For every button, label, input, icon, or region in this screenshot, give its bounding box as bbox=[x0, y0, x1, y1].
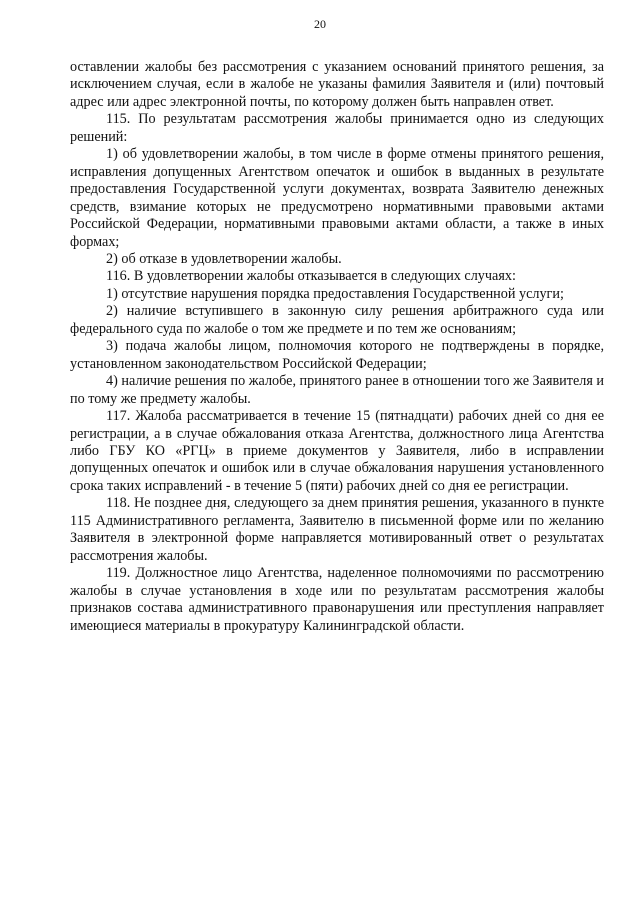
paragraph-115-item-1: 1) об удовлетворении жалобы, в том числе в форме отмены принятого решения, исправления допущенных Агентством опечаток и ошибок в выданных в результате предоставления Государственной услуги документах, возврата Заявителю денежных средств, взимание которых не предусмотрено нормативными правовыми актами Российской Федерации, нормативными правовыми актами области, а также в иных формах; bbox=[70, 146, 604, 250]
paragraph-115: 115. По результатам рассмотрения жалобы принимается одно из следующих решений: bbox=[70, 111, 604, 145]
paragraph-118: 118. Не позднее дня, следующего за днем принятия решения, указанного в пункте 115 Административного регламента, Заявителю в письменной форме или по желанию Заявителя в электронной форме направляется мотивированный ответ о результатах рассмотрения жалобы. bbox=[70, 495, 604, 564]
paragraph-116-item-2: 2) наличие вступившего в законную силу решения арбитражного суда или федерального суда по жалобе о том же предмете и по тем же основаниям; bbox=[70, 303, 604, 337]
page-number: 20 bbox=[314, 17, 326, 31]
paragraph-115-item-2: 2) об отказе в удовлетворении жалобы. bbox=[106, 250, 342, 267]
paragraph-116-item-1: 1) отсутствие нарушения порядка предоставления Государственной услуги; bbox=[106, 285, 564, 302]
paragraph-116-item-4: 4) наличие решения по жалобе, принятого ранее в отношении того же Заявителя и по тому же предмету жалобы. bbox=[70, 373, 605, 407]
paragraph-117: 117. Жалоба рассматривается в течение 15 (пятнадцати) рабочих дней со дня ее регистрации, а в случае обжалования отказа Агентства, должностного лица Агентства либо ГБУ КО «РГЦ» в приеме документов у Заявителя, либо в исправлении допущенных опечаток и ошибок или в случае обжалования нарушения установленного срока таких исправлений - в течение 5 (пяти) рабочих дней со дня ее регистрации. bbox=[70, 408, 604, 494]
paragraph-116: 116. В удовлетворении жалобы отказывается в следующих случаях: bbox=[106, 268, 516, 285]
paragraph-116-item-3: 3) подача жалобы лицом, полномочия которого не подтверждены в порядке, установленном законодательством Российской Федерации; bbox=[70, 338, 604, 372]
paragraph-continuation: оставлении жалобы без рассмотрения с указанием оснований принятого решения, за исключением случая, если в жалобе не указаны фамилия Заявителя и (или) почтовый адрес или адрес электронной почты, по которому должен быть направлен ответ. bbox=[70, 59, 604, 110]
paragraph-119: 119. Должностное лицо Агентства, наделенное полномочиями по рассмотрению жалобы в случае установления в ходе или по результатам рассмотрения жалобы признаков состава административного правонарушения или преступления направляет имеющиеся материалы в прокуратуру Калининградской области. bbox=[70, 565, 604, 634]
document-body bbox=[70, 59, 604, 635]
